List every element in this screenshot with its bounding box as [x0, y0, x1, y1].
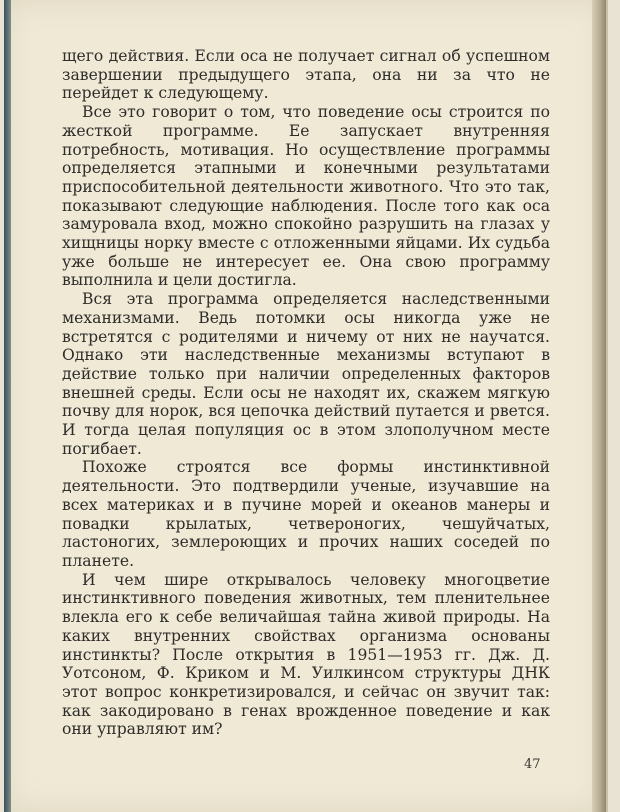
page-edge	[592, 0, 606, 812]
paragraph: И чем шире открывалось человеку многоцветие инстинктивного поведения животных, тем пленительнее влекла его к себе величайшая тайна живой природы. На каких внутренних свойствах организма основаны инстинкты? После открытия в 1951—1953 гг. Дж. Д. Уотсоном, Ф. Криком и М. Уилкинсом структуры ДНК этот вопрос конкретизировался, и сейчас он звучит так: как закодировано в генах врожденное поведение и как они управляют им?	[62, 570, 550, 739]
paragraph: Похоже строятся все формы инстинктивной деятельности. Это подтвердили ученые, изучавшие на всех материках и в пучине морей и океанов манеры и повадки крылатых, четвероногих, чешуйчатых, ластоногих, землероющих и прочих наших соседей по планете.	[62, 458, 550, 570]
paragraph: Все это говорит о том, что поведение осы строится по жесткой программе. Ее запускает внутренняя потребность, мотивация. Но осуществление программы определяется этапными и конечными результатами приспособительной деятельности животного. Что это так, показывают следующие наблюдения. После того как оса замуровала вход, можно спокойно разрушить на глазах у хищницы норку вместе с отложенными яйцами. Их судьба уже больше не интересует ее. Она свою программу выполнила и цели достигла.	[62, 103, 550, 290]
paragraph: щего действия. Если оса не получает сигнал об успешном завершении предыдущего этапа, она ни за что не перейдет к следующему.	[62, 47, 550, 103]
paragraph: Вся эта программа определяется наследственными механизмами. Ведь потомки осы никогда уже не встретятся с родителями и ничему от них не научатся. Однако эти наследственные механизмы вступают в действие только при наличии определенных факторов внешней среды. Если осы не находят их, скажем мягкую почву для норок, вся цепочка действий путается и рвется. И тогда целая популяция ос в этом злополучном месте погибает.	[62, 290, 550, 458]
book-spine	[4, 0, 11, 812]
page-body	[62, 47, 550, 739]
book-page	[4, 0, 608, 812]
page-number: 47	[524, 757, 541, 772]
